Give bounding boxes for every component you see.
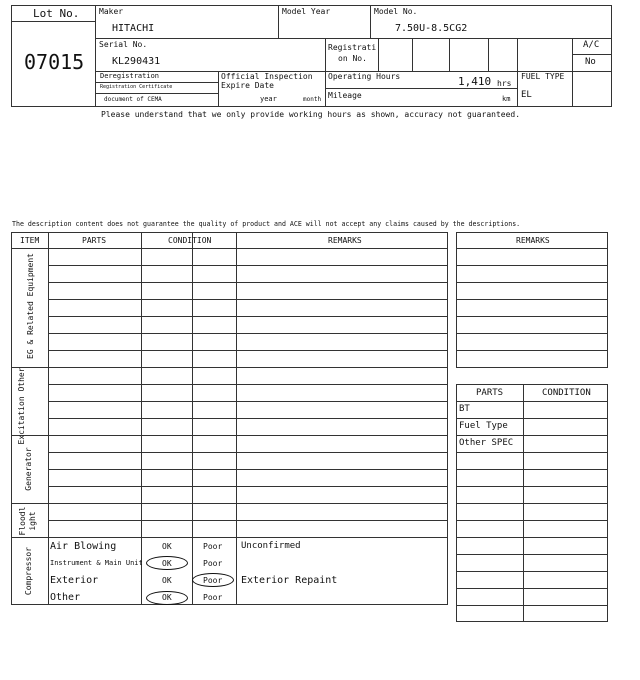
fuel-type-label: FUEL TYPE: [521, 72, 565, 81]
expire-date-label: Expire Date: [221, 81, 274, 90]
compressor-ok: OK: [162, 542, 172, 551]
compressor-poor: Poor: [203, 542, 223, 551]
condition-header: CONDITION: [542, 388, 591, 398]
maker-label: Maker: [99, 7, 124, 16]
year-label: year: [260, 95, 277, 103]
compressor-remark: Unconfirmed: [241, 541, 301, 551]
section-excitation-other: Excitation Other: [17, 367, 26, 445]
compressor-ok: OK: [162, 593, 172, 602]
month-label: month: [303, 96, 322, 103]
compressor-part: Other: [50, 592, 81, 603]
right-remarks-header: REMARKS: [516, 236, 550, 245]
hours-note: Please understand that we only provide working hours as shown, accuracy not guaranteed.: [101, 110, 521, 119]
section-compressor: Compressor: [24, 546, 33, 596]
right-remarks-table: [456, 232, 608, 368]
compressor-part: Exterior: [50, 575, 99, 586]
model-no-value: 7.50U-8.5CG2: [395, 23, 468, 34]
right-part-fuel-type: Fuel Type: [459, 421, 508, 431]
selected-poor-circle: [192, 573, 234, 587]
model-no-label: Model No.: [374, 7, 418, 16]
parts-header: PARTS: [476, 388, 504, 398]
official-inspection-label: Official Inspection: [221, 72, 313, 81]
compressor-part: Air Blowing: [50, 541, 117, 552]
right-part-other-spec: Other SPEC: [459, 438, 514, 448]
compressor-ok: OK: [162, 559, 172, 568]
operating-hours-label: Operating Hours: [328, 72, 401, 81]
ac-label: A/C: [583, 40, 600, 50]
operating-hours-value: 1,410: [458, 75, 492, 88]
mileage-unit: km: [502, 95, 511, 103]
section-generator: Generator: [24, 447, 33, 491]
serial-no-value: KL290431: [112, 56, 161, 67]
col-remarks-header: REMARKS: [328, 236, 362, 245]
hours-unit: hrs: [497, 79, 512, 88]
registration-label-2: on No.: [338, 54, 367, 63]
registration-label-1: Registrati: [328, 43, 377, 52]
document-of-cema-label: document of CEMA: [104, 96, 162, 103]
selected-ok-circle: [146, 591, 188, 605]
serial-no-label: Serial No.: [99, 40, 148, 49]
ac-value: No: [585, 57, 596, 67]
maker-value: HITACHI: [112, 23, 155, 34]
compressor-part: Instrument & Main Unit: [50, 559, 143, 567]
model-year-label: Model Year: [282, 7, 331, 16]
lot-number: 07015: [24, 50, 85, 74]
fuel-type-value: EL: [521, 90, 532, 100]
compressor-remark: Exterior Repaint: [241, 575, 338, 586]
col-item-header: ITEM: [20, 236, 40, 245]
disclaimer: The description content does not guarantee the quality of product and ACE will not accept any claims caused by the descriptions.: [12, 220, 521, 228]
deregistration-label: Deregistration: [100, 72, 160, 80]
selected-ok-circle: [146, 556, 188, 570]
mileage-label: Mileage: [328, 91, 362, 100]
compressor-poor: Poor: [203, 576, 223, 585]
compressor-poor: Poor: [203, 559, 223, 568]
lot-no-label: Lot No.: [33, 7, 80, 20]
compressor-ok: OK: [162, 576, 172, 585]
compressor-poor: Poor: [203, 593, 223, 602]
section-eg-related-equipment: EG & Related Equipment: [26, 253, 35, 359]
registration-certificate-label: Registration Certificate: [100, 84, 173, 90]
section-floodlight: Floodl ight: [18, 506, 37, 536]
col-condition-header: CONDITION: [168, 236, 212, 245]
right-part-bt: BT: [459, 404, 470, 414]
col-parts-header: PARTS: [82, 236, 107, 245]
